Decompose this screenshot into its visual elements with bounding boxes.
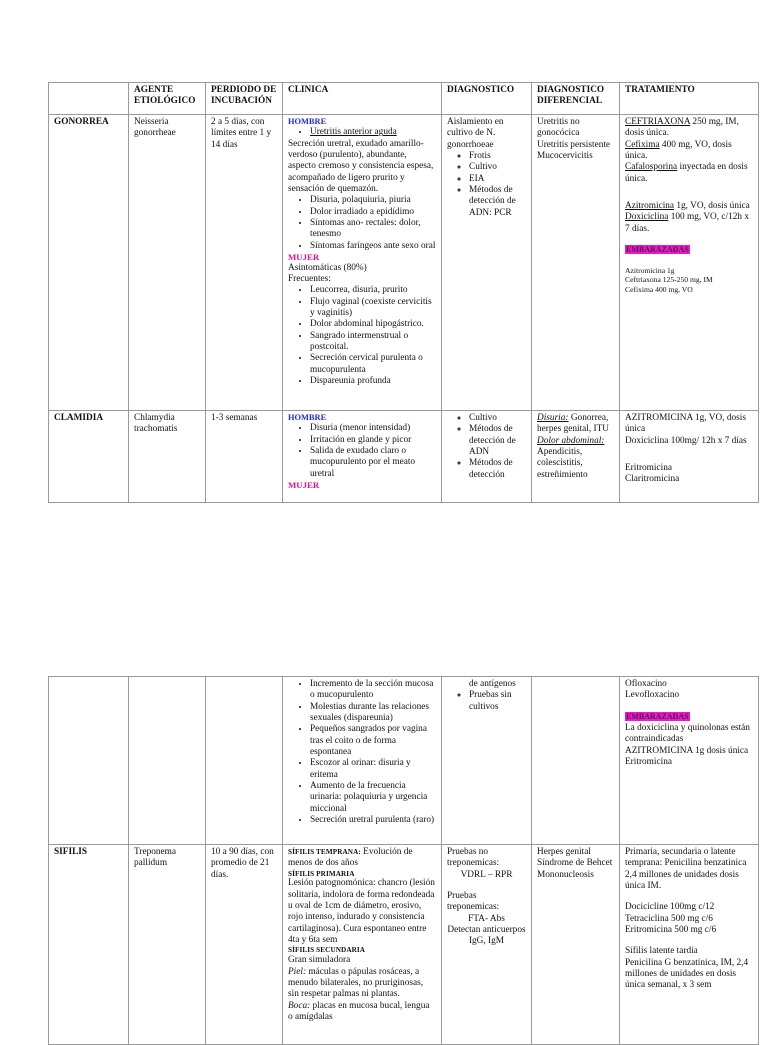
treat-line: Eritromicina <box>625 462 672 473</box>
treatment-clamidia <box>620 411 759 503</box>
inline-label: Boca: <box>288 1000 311 1011</box>
diag-line: FTA- Abs <box>468 913 505 924</box>
diagnosis-gonorrea <box>442 115 532 411</box>
list-item: ◦ EIA <box>469 174 526 185</box>
list-item: • Disuria, polaquiuria, piuria <box>310 195 436 206</box>
diff-line: Mucocervicitis <box>537 150 593 161</box>
sifilis-piel <box>288 967 436 1001</box>
clinic-sifilis <box>283 845 442 1045</box>
list-item: • Aumento de la frecuencia urinaria: polaquiuria y urgencia miccional <box>310 781 436 815</box>
list-item: • Flujo vaginal (coexiste cervicitis y vaginitis) <box>310 297 436 320</box>
diff-disuria <box>537 413 614 436</box>
diag-line: Detectan anticuerpos IgG, IgM <box>447 924 526 947</box>
treat-line: Penicilina G benzatínica, IM, 2,4 millones de unidades en dosis única semanal, x 3 sem <box>625 957 749 991</box>
clinic-paragraph: Secreción uretral, exudado amarillo-verdoso (purulento), abundante, aspecto cremoso y consistencia espesa, acompañado de ligero prurito y sensación de quemazón. <box>288 138 434 194</box>
drug-dose: inyectada en dosis única. <box>625 162 748 184</box>
bullet-text: Uretritis anterior aguda <box>310 127 397 138</box>
empty-cell <box>532 677 620 845</box>
diagnosis-list <box>447 151 526 219</box>
inline-text: placas en mucosa bucal, lengua o amígdalas <box>288 1000 430 1022</box>
sifilis-temprana <box>288 847 436 870</box>
list-item: • Sangrado intermenstrual o postcoital. <box>310 331 436 354</box>
list-item: • Disuria (menor intensidad) <box>310 423 436 434</box>
list-item: ◦ Métodos de detección de ADN: PCR <box>469 185 526 219</box>
diag-continued-text: de antígenos <box>469 679 516 689</box>
agent-sifilis: Treponema pallidum <box>129 845 206 1045</box>
header-diagnosis: DIAGNOSTICO <box>442 83 532 115</box>
drug-dose: 100 mg, VO, c/12h x 7 días. <box>625 212 750 234</box>
std-table-part-2 <box>48 676 759 1045</box>
list-item: • Escozor al orinar: disuria y eritema <box>310 758 436 781</box>
diff-text: Gonorrea, herpes genital, ITU <box>537 413 610 435</box>
list-item: • Dolor abdominal hipogástrico. <box>310 319 436 330</box>
list-hombre <box>288 423 436 480</box>
drug-name: Doxiciclina <box>625 212 669 223</box>
disease-name-gonorrea: GONORREA <box>49 115 129 411</box>
empty-cell <box>206 677 283 845</box>
diff-line: Síndrome de Behcet <box>537 858 613 869</box>
diag-line: Pruebas treponemicas: <box>447 890 500 913</box>
section-label: SÍFILIS SECUNDARIA <box>288 946 366 955</box>
header-agent: AGENTE ETIOLÓGICO <box>129 83 206 115</box>
label-hombre: HOMBRE <box>288 117 327 126</box>
diff-dolor <box>537 436 614 447</box>
diag-line: Pruebas no treponemicas: <box>447 847 500 869</box>
diff-line: Uretritis persistente <box>537 139 611 150</box>
drug-dose: 1g, VO, dosis única <box>674 200 750 211</box>
differential-gonorrea <box>532 115 620 411</box>
embarazadas-highlight: EMBARAZADAS <box>626 711 689 721</box>
list-mujer <box>288 285 436 387</box>
header-incubation: PERDIODO DE INCUBACIÓN <box>206 83 283 115</box>
list-item: ◦ Métodos de detección de ADN <box>469 424 526 458</box>
clinic-clamidia <box>283 411 442 503</box>
list-hombre <box>288 195 436 252</box>
drug-name: Cefixima <box>625 139 660 150</box>
row-gonorrea <box>49 115 759 411</box>
differential-sifilis <box>532 845 620 1045</box>
list-item: • Dolor irradiado a epidídimo <box>310 207 436 218</box>
agent-gonorrea: Neisseria gonorrheae <box>129 115 206 411</box>
diag-line: VDRL – RPR <box>460 869 513 880</box>
diff-label: Disuria: <box>537 413 569 423</box>
section-text: Evolución de menos de dos años <box>288 847 413 869</box>
empty-cell <box>49 677 129 845</box>
incubation-gonorrea: 2 a 5 días, con límites entre 1 y 14 días <box>206 115 283 411</box>
section-text: Gran simuladora <box>288 955 351 966</box>
diff-line: Uretritis no gonocócica <box>537 117 580 139</box>
list-item: • Secreción cervical purulenta o mucopurulenta <box>310 353 436 376</box>
treat-line: Primaria, secundaria o latente temprana: Penicilina benzatinica 2,4 millones de unidades dosis única IM. <box>625 847 747 891</box>
list-item: • Síntomas faríngeos ante sexo oral <box>310 241 436 252</box>
agent-clamidia: Chlamydia trachomatis <box>129 411 206 503</box>
drug-dose: 250 mg, IM, dosis única. <box>625 117 739 139</box>
row-sifilis <box>49 845 759 1045</box>
list-item: • Molestias durante las relaciones sexuales (dispareunia) <box>310 702 436 725</box>
treat-line: Docicicline 100mg c/12 <box>625 902 715 913</box>
list-item: • Irritación en glande y picor <box>310 435 436 446</box>
list-item: • Salida de exudado claro o mucopurulento por el meato uretral <box>310 446 436 480</box>
list-item: • Pequeños sangrados por vagina tras el coito o de forma espontanea <box>310 724 436 758</box>
list-hombre-first <box>288 127 436 138</box>
list-item: ◦ Cultivo <box>469 413 526 424</box>
section-text: Lesión patognomónica: chancro (lesión solitaria, indolora de forma redondeada u oval de 1cm de diámetro, erosivo, rojo intenso, indurado y consistencia cartilaginosa). Cura espontaneo entre 4ta y 6ta sem <box>288 878 435 946</box>
row-clamidia <box>49 411 759 503</box>
treat-line: AZITROMICINA 1g dosis única <box>625 745 749 756</box>
treat-line: La doxiciclina y quinolonas están contraindicadas <box>625 722 750 745</box>
inline-text: máculas o pápulas rosáceas, a menudo bilaterales, no pruriginosas, sin respetar palmas ni plantas. <box>288 966 424 1000</box>
header-clinic: CLINICA <box>283 83 442 115</box>
treat-line: Ofloxacino <box>625 679 667 689</box>
incubation-sifilis: 10 a 90 días, con promedio de 21 días. <box>206 845 283 1045</box>
treat-doxiciclina <box>625 212 753 235</box>
section-label: SÍFILIS TEMPRANA: <box>288 848 361 856</box>
section-label: SÍFILIS PRIMARIA <box>288 869 355 878</box>
inline-label: Piel: <box>288 966 307 977</box>
label-hombre: HOMBRE <box>288 413 327 422</box>
treat-ceftriaxona <box>625 117 753 140</box>
label-mujer: MUJER <box>288 479 320 490</box>
list-item: • Leucorrea, disuria, prurito <box>310 285 436 296</box>
treat-azitromicina <box>625 201 753 212</box>
list-item: • Secreción uretral purulenta (raro) <box>310 815 436 826</box>
list-item: ◦ Cultivo <box>469 162 526 173</box>
diff-label: Dolor abdominal: <box>537 435 605 446</box>
list-item: • Síntomas ano- rectales: dolor, tenesmo <box>310 218 436 241</box>
diagnosis-sifilis <box>442 845 532 1045</box>
diff-line: Herpes genital <box>537 847 591 857</box>
emb-line: Azitromicina 1g <box>625 266 675 276</box>
diagnosis-intro: Aislamiento en cultivo de N. gonorrhoeae <box>447 117 504 150</box>
treat-line: AZITROMICINA 1g, VO, dosis única <box>625 413 746 435</box>
emb-line: Ceftriaxona 125-250 mg, IM <box>625 275 713 285</box>
frecuentes-text: Frecuentes: <box>288 273 331 284</box>
header-empty <box>49 83 129 115</box>
diff-text: Apendicitis, colescistitis, estreñimiento <box>537 446 588 480</box>
asintomaticas-text: Asintomáticas (80%) <box>288 262 367 273</box>
treat-line: Sífilis latente tardía <box>625 946 698 957</box>
treatment-gonorrea <box>620 115 759 411</box>
list-item: • Dispareunia profunda <box>310 376 436 387</box>
clinic-gonorrea <box>283 115 442 411</box>
list-item <box>310 127 436 138</box>
treat-cafalosporina <box>625 162 753 185</box>
clinic-clamidia-mujer <box>283 677 442 845</box>
incubation-clamidia: 1-3 semanas <box>206 411 283 503</box>
treat-cefixima <box>625 140 753 163</box>
disease-name-sifilis: SIFILIS <box>49 845 129 1045</box>
treatment-sifilis <box>620 845 759 1045</box>
header-differential: DIAGNOSTICO DIFERENCIAL <box>532 83 620 115</box>
diagnosis-list <box>447 690 526 713</box>
emb-line: Cefixima 400 mg, VO <box>625 284 693 294</box>
drug-name: CEFTRIAXONA <box>625 117 691 127</box>
empty-cell <box>129 677 206 845</box>
list-item: ◦ Pruebas sin cultivos <box>469 690 526 713</box>
list-item: ◦ Frotis <box>469 151 526 162</box>
list-item: ◦ Métodos de detección <box>469 458 526 481</box>
differential-clamidia <box>532 411 620 503</box>
diagnosis-clamidia-continued <box>442 677 532 845</box>
treat-line: Tetraciclina 500 mg c/6 <box>625 913 713 924</box>
std-table-part-1 <box>48 82 759 503</box>
list-item: • Incremento de la sección mucosa o mucopurulento <box>310 679 436 702</box>
drug-name: Cafalosporina <box>625 162 678 173</box>
diff-line: Mononucleosis <box>537 869 594 880</box>
disease-name-clamidia: CLAMIDIA <box>49 411 129 503</box>
drug-name: Azitromicina <box>625 200 675 211</box>
treat-line: Claritromicina <box>625 474 680 485</box>
header-treatment: TRATAMIENTO <box>620 83 759 115</box>
embarazadas-highlight: EMBARAZADAS <box>626 244 689 254</box>
treat-line: Eritromicina <box>625 756 672 767</box>
treatment-clamidia-continued <box>620 677 759 845</box>
treat-line: Eritromicina 500 mg c/6 <box>625 924 717 935</box>
list-mujer <box>288 679 436 826</box>
diagnosis-clamidia <box>442 411 532 503</box>
row-clamidia-continued <box>49 677 759 845</box>
label-mujer: MUJER <box>288 251 320 262</box>
treat-line: Levofloxacino <box>625 690 680 701</box>
treat-line: Doxiciclina 100mg/ 12h x 7 días <box>625 435 747 446</box>
sifilis-boca <box>288 1001 436 1024</box>
header-row <box>49 83 759 115</box>
diagnosis-list <box>447 413 526 481</box>
drug-dose: 400 mg, VO, dosis única. <box>625 139 732 161</box>
